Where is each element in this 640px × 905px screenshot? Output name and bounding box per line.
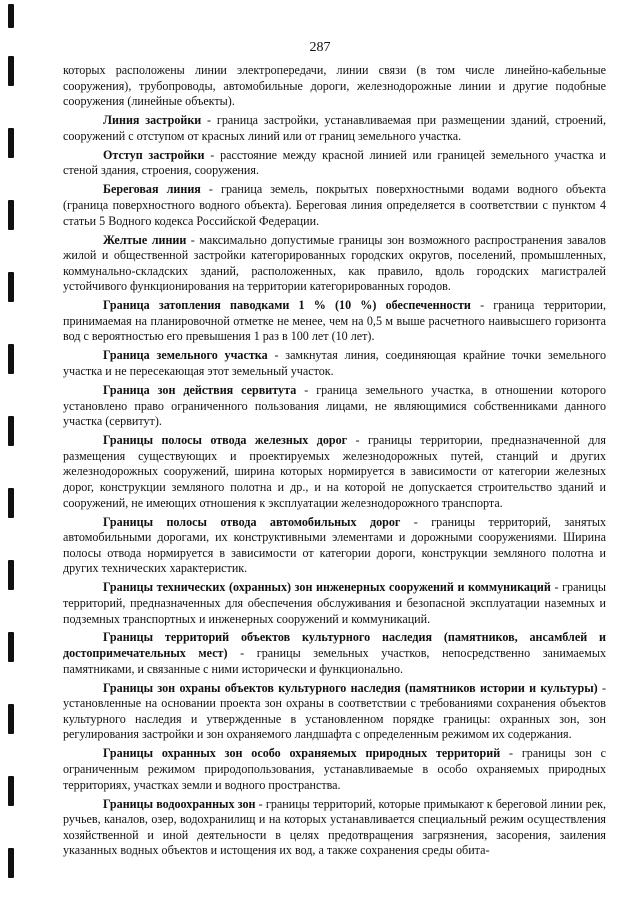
definition-text: - замкнутая линия, соединяющая крайние точки земельного участка и не пересекающая этот земельный участок.	[63, 348, 606, 379]
definition-text: - максимально допустимые границы зон возможного распространения завалов жилой и общественной застройки категорированных городских округов, поселений, промышленных, коммунально-складских зданий, расположенных, как правило, вдоль городских магистралей устойчивого функционирования на территории категорированных городов.	[63, 232, 606, 294]
definition-text: - границы территорий, которые примыкают к береговой линии рек, ручьев, каналов, озер, водохранилищ и на которых устанавливается специальный режим осуществления хозяйственной и иной деятельности в целях предотвращения загрязнения, засорения, заиления указанных водных объектов и истощения их вод, а также сохранения среды обита-	[63, 796, 606, 858]
definition-paragraph	[63, 148, 606, 179]
definition-paragraph	[63, 630, 606, 677]
page-body	[63, 63, 606, 862]
definition-term: Граница зон действия сервитута	[103, 383, 297, 398]
definition-term: Границы охранных зон особо охраняемых природных территорий	[103, 746, 501, 761]
binding-hole	[8, 416, 14, 446]
definition-term: Линия застройки	[103, 113, 202, 128]
definition-paragraph	[63, 182, 606, 229]
binding-hole	[8, 704, 14, 734]
page-number: 287	[309, 40, 331, 55]
definition-paragraph	[63, 580, 606, 627]
definition-term: Границы водоохранных зон	[103, 796, 256, 811]
definition-paragraph	[63, 383, 606, 430]
binding-hole	[8, 776, 14, 806]
definition-paragraph	[63, 681, 606, 743]
definition-text: - граница территории, принимаемая на планировочной отметке не менее, чем на 0,5 м выше расчетного наивысшего горизонта вод с вероятностью его превышения 1 раз в 100 лет (10 лет).	[63, 298, 606, 344]
definition-term: Отступ застройки	[103, 147, 205, 162]
intro-paragraph: которых расположены линии электропередачи, линии связи (в том числе линейно-кабельные сооружения), трубопроводы, автомобильные дороги, железнодорожные линии и другие подобные сооружения (линейные объекты).	[63, 63, 606, 109]
definition-paragraph	[63, 746, 606, 793]
definition-text: - граница земель, покрытых поверхностными водами водного объекта (граница поверхностного водного объекта). Береговая линия определяется в соответствии с пунктом 4 статьи 5 Водного кодекса Российской Федерации.	[63, 182, 606, 228]
definition-text: - границы территорий, предназначенных для обеспечения обслуживания и безопасной эксплуатации наземных и подземных транспортных и инженерных сооружений и коммуникаций.	[63, 580, 606, 626]
definition-term: Границы полосы отвода автомобильных дорог	[103, 514, 401, 529]
binding-hole	[8, 560, 14, 590]
binding-holes	[8, 0, 20, 905]
definition-text: - установленные на основании проекта зон охраны в соответствии с требованиями сохранения объектов культурного наследия и утвержденные в установленном порядке границы: охранных зон, зон регулирования застройки и зон охраняемого ландшафта с определенным режимом их содержания.	[63, 680, 606, 742]
definition-term: Границы технических (охранных) зон инженерных сооружений и коммуникаций	[103, 580, 551, 595]
definition-paragraph	[63, 797, 606, 859]
definition-term: Граница затопления паводками 1 % (10 %) обеспеченности	[103, 298, 471, 313]
definition-paragraph	[63, 113, 606, 144]
definition-text: - границы территорий, занятых автомобильными дорогами, их конструктивными элементами и дорожными сооружениями. Ширина полосы отвода нормируется в зависимости от категории дороги, конструкции земляного полотна и других технических характеристик.	[63, 514, 606, 576]
definition-term: Границы зон охраны объектов культурного наследия (памятников истории и культуры)	[103, 680, 598, 695]
binding-hole	[8, 632, 14, 662]
definition-term: Граница земельного участка	[103, 348, 268, 363]
binding-hole	[8, 488, 14, 518]
definition-term: Береговая линия	[103, 182, 201, 197]
definition-term: Желтые линии	[103, 232, 187, 247]
binding-hole	[8, 56, 14, 86]
binding-hole	[8, 848, 14, 878]
definition-term: Границы территорий объектов культурного наследия (памятников, ансамблей и достопримечательных мест)	[63, 630, 606, 661]
definition-text: - границы территории, предназначенной для размещения существующих и проектируемых железнодорожных путей, станций и других железнодорожных сооружений, ширина которых нормируется в зависимости от категории железных дорог, конструкции земляного полотна и др., и на которой не допускается строительство зданий и сооружений, не имеющих отношения к эксплуатации железнодорожного транспорта.	[63, 433, 606, 510]
definition-text: - граница застройки, устанавливаемая при размещении зданий, строений, сооружений с отступом от красных линий или от границ земельного участка.	[63, 113, 606, 143]
binding-hole	[8, 272, 14, 302]
definition-text: - границы зон с ограниченным режимом природопользования, устанавливаемые в особо охраняемых природных территориях, участках земли и водного пространства.	[63, 746, 606, 792]
definition-paragraph	[63, 298, 606, 345]
binding-hole	[8, 128, 14, 158]
definition-term: Границы полосы отвода железных дорог	[103, 433, 348, 448]
definition-paragraph	[63, 515, 606, 577]
definition-text: - расстояние между красной линией или границей земельного участка и стеной здания, строения, сооружения.	[63, 147, 606, 178]
definition-paragraph	[63, 433, 606, 511]
definitions-list	[63, 113, 606, 859]
definition-paragraph	[63, 348, 606, 379]
binding-hole	[8, 344, 14, 374]
binding-hole	[8, 4, 14, 28]
binding-hole	[8, 200, 14, 230]
definition-text: - граница земельного участка, в отношении которого установлено право ограниченного пользования лицами, не являющимися собственниками данного участка (сервитут).	[63, 383, 606, 429]
definition-text: - границы земельных участков, непосредственно занимаемых памятниками, и связанные с ними исторически и функционально.	[63, 646, 606, 676]
definition-paragraph	[63, 233, 606, 295]
